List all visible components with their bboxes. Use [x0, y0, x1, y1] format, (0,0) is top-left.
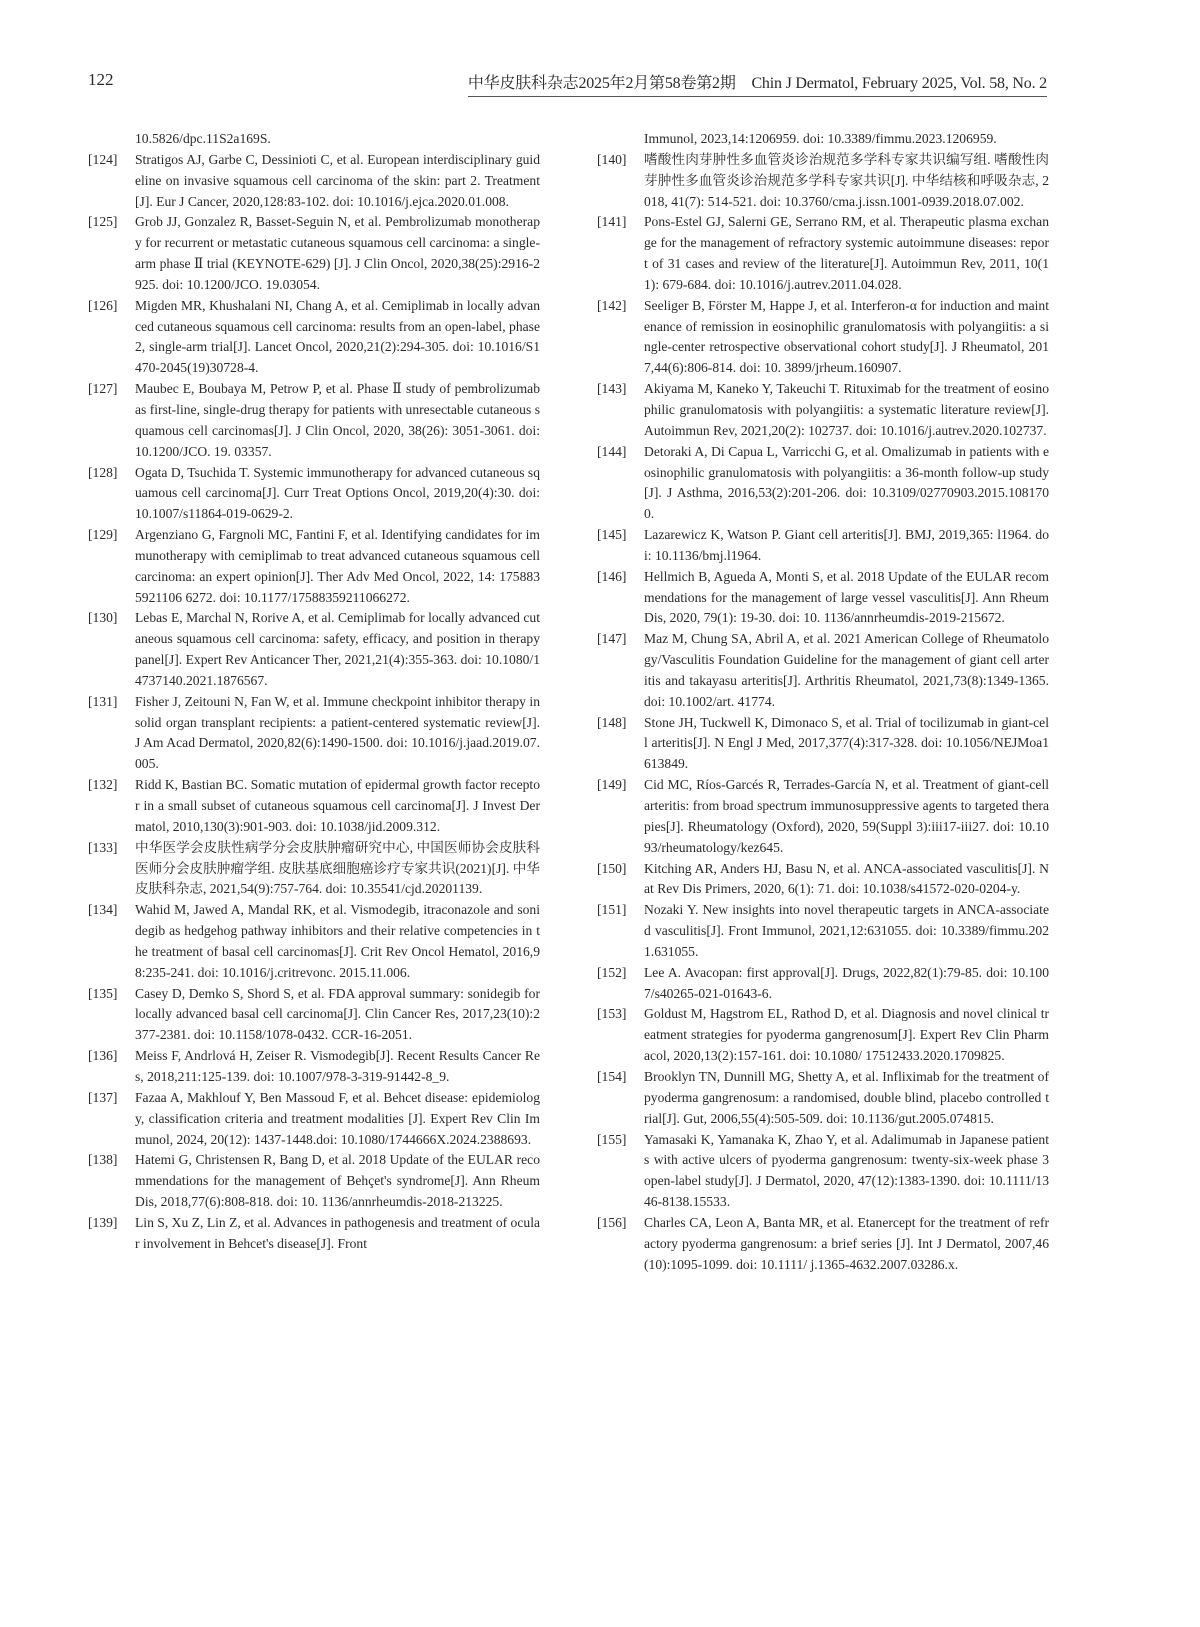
reference-text: Fisher J, Zeitouni N, Fan W, et al. Immune checkpoint inhibitor therapy in solid organ transplant recipients: a patient-centered systematic review[J]. J Am Acad Dermatol, 2020,82(6):1490-1500. doi: 10.1016/j.jaad.2019.07.005.	[135, 693, 540, 772]
reference-number: [124]	[88, 151, 118, 167]
reference-text: Fazaa A, Makhlouf Y, Ben Massoud F, et al. Behcet disease: epidemiology, classification criteria and treatment modalities [J]. Expert Rev Clin Immunol, 2024, 20(12): 1437-1448.doi: 10.1080/1744666X.2024.2388693.	[135, 1089, 540, 1147]
reference-item	[597, 1130, 1049, 1213]
reference-number: [142]	[597, 297, 627, 313]
running-header: 中华皮肤科杂志2025年2月第58卷第2期 Chin J Dermatol, February 2025, Vol. 58, No. 2	[468, 70, 1047, 97]
reference-text: Grob JJ, Gonzalez R, Basset-Seguin N, et al. Pembrolizumab monotherapy for recurrent or metastatic cutaneous squamous cell carcinoma: a single-arm phase Ⅱ trial (KEYNOTE-629) [J]. J Clin Oncol, 2020,38(25):2916-2925. doi: 10.1200/JCO. 19.03054.	[135, 214, 540, 292]
reference-number: [143]	[597, 381, 627, 397]
reference-item	[88, 608, 540, 691]
reference-number: [138]	[88, 1152, 118, 1168]
reference-text: Yamasaki K, Yamanaka K, Zhao Y, et al. Adalimumab in Japanese patients with active ulcers of pyoderma gangrenosum: twenty-six-week phase 3 open-label study[J]. J Dermatol, 2020, 47(12):1383-1390. doi: 10.1111/1346-8138.15533.	[644, 1131, 1049, 1210]
reference-item	[88, 379, 540, 462]
reference-item	[597, 1004, 1049, 1067]
reference-text: Lin S, Xu Z, Lin Z, et al. Advances in pathogenesis and treatment of ocular involvement in Behcet's disease[J]. Front	[135, 1214, 540, 1251]
reference-number: [127]	[88, 381, 118, 397]
reference-item	[88, 212, 540, 295]
reference-number: [150]	[597, 860, 627, 876]
reference-item	[597, 1213, 1049, 1276]
reference-number: [148]	[597, 714, 627, 730]
reference-item	[88, 775, 540, 838]
reference-item	[88, 692, 540, 775]
reference-number: [136]	[88, 1048, 118, 1064]
reference-item	[597, 212, 1049, 295]
reference-item	[597, 963, 1049, 1005]
reference-text: Akiyama M, Kaneko Y, Takeuchi T. Rituximab for the treatment of eosinophilic granulomatosis with polyangiitis: a systematic literature review[J]. Autoimmun Rev, 2021,20(2): 102737. doi: 10.1016/j.autrev.2020.102737.	[644, 381, 1049, 438]
reference-text: Brooklyn TN, Dunnill MG, Shetty A, et al. Infliximab for the treatment of pyoderma gangrenosum: a randomised, double blind, placebo controlled trial[J]. Gut, 2006,55(4):505-509. doi: 10.1136/gut.2005.074815.	[644, 1068, 1049, 1126]
reference-item	[597, 859, 1049, 901]
reference-number: [154]	[597, 1068, 627, 1084]
reference-number: [155]	[597, 1131, 627, 1147]
reference-item	[88, 296, 540, 379]
reference-item	[597, 525, 1049, 567]
reference-number: [137]	[88, 1089, 118, 1105]
reference-item	[88, 150, 540, 213]
reference-text: Lebas E, Marchal N, Rorive A, et al. Cemiplimab for locally advanced cutaneous squamous cell carcinoma: safety, efficacy, and position in therapy panel[J]. Expert Rev Anticancer Ther, 2021,21(4):355-363. doi: 10.1080/14737140.2021.1876567.	[135, 610, 540, 688]
reference-number: [133]	[88, 839, 118, 855]
reference-item	[88, 984, 540, 1047]
reference-text: 嗜酸性肉芽肿性多血管炎诊治规范多学科专家共识编写组. 嗜酸性肉芽肿性多血管炎诊治规范多学科专家共识[J]. 中华结核和呼吸杂志, 2018, 41(7): 514-521. doi: 10.3760/cma.j.issn.1001-0939.2018.07.002.	[644, 151, 1049, 209]
reference-text: Wahid M, Jawed A, Mandal RK, et al. Vismodegib, itraconazole and sonidegib as hedgehog pathway inhibitors and their relative competencies in the treatment of basal cell carcinomas[J]. Crit Rev Oncol Hematol, 2016,98:235-241. doi: 10.1016/j.critrevonc. 2015.11.006.	[135, 902, 540, 980]
reference-number: [132]	[88, 777, 118, 793]
reference-number: [151]	[597, 902, 627, 918]
reference-item	[88, 1213, 540, 1255]
reference-number: [126]	[88, 297, 118, 313]
reference-number: [146]	[597, 568, 627, 584]
reference-number: [153]	[597, 1006, 627, 1022]
reference-text: Maz M, Chung SA, Abril A, et al. 2021 American College of Rheumatology/Vasculitis Foundation Guideline for the management of giant cell arteritis and takayasu arteritis[J]. Arthritis Rheumatol, 2021,73(8):1349-1365. doi: 10.1002/art. 41774.	[644, 631, 1049, 709]
reference-number: [131]	[88, 693, 118, 709]
page-number: 122	[88, 70, 114, 89]
reference-item	[88, 1046, 540, 1088]
reference-text: Maubec E, Boubaya M, Petrow P, et al. Phase Ⅱ study of pembrolizumab as first-line, single-drug therapy for patients with unresectable cutaneous squamous cell carcinomas[J]. J Clin Oncol, 2020, 38(26): 3051-3061. doi: 10.1200/JCO. 19. 03357.	[135, 381, 540, 459]
reference-item	[597, 296, 1049, 379]
reference-item	[88, 900, 540, 983]
reference-text: Charles CA, Leon A, Banta MR, et al. Etanercept for the treatment of refractory pyoderma gangrenosum: a brief series [J]. Int J Dermatol, 2007,46(10):1095-1099. doi: 10.1111/ j.1365-4632.2007.03286.x.	[644, 1214, 1049, 1272]
reference-item	[88, 1150, 540, 1213]
reference-text: Detoraki A, Di Capua L, Varricchi G, et al. Omalizumab in patients with eosinophilic granulomatosis with polyangiitis: a 36-month follow-up study[J]. J Asthma, 2016,53(2):201-206. doi: 10.3109/02770903.2015.1081700.	[644, 443, 1049, 522]
reference-number: [152]	[597, 964, 627, 980]
reference-text: Goldust M, Hagstrom EL, Rathod D, et al. Diagnosis and novel clinical treatment strategies for pyoderma gangrenosum[J]. Expert Rev Clin Pharmacol, 2020,13(2):157-161. doi: 10.1080/ 17512433.2020.1709825.	[644, 1006, 1049, 1064]
reference-text: Nozaki Y. New insights into novel therapeutic targets in ANCA-associated vasculitis[J]. Front Immunol, 2021,12:631055. doi: 10.3389/fimmu.2021.631055.	[644, 902, 1049, 959]
reference-text: Stone JH, Tuckwell K, Dimonaco S, et al. Trial of tocilizumab in giant-cell arteritis[J]. N Engl J Med, 2017,377(4):317-328. doi: 10.1056/NEJMoa1613849.	[644, 714, 1049, 772]
reference-continuation: 10.5826/dpc.11S2a169S.	[135, 131, 271, 146]
reference-item	[597, 150, 1049, 213]
reference-number: [144]	[597, 443, 627, 459]
reference-number: [134]	[88, 902, 118, 918]
reference-text: Seeliger B, Förster M, Happe J, et al. Interferon-α for induction and maintenance of remission in eosinophilic granulomatosis with polyangiitis: a single-center retrospective observational cohort study[J]. J Rheumatol, 2017,44(6):806-814. doi: 10. 3899/jrheum.160907.	[644, 297, 1049, 376]
references-left-column	[88, 129, 540, 1255]
reference-item	[597, 442, 1049, 525]
reference-text: Meiss F, Andrlová H, Zeiser R. Vismodegib[J]. Recent Results Cancer Res, 2018,211:125-139. doi: 10.1007/978-3-319-91442-8_9.	[135, 1048, 540, 1084]
reference-text: Hellmich B, Agueda A, Monti S, et al. 2018 Update of the EULAR recommendations for the management of large vessel vasculitis[J]. Ann Rheum Dis, 2020, 79(1): 19-30. doi: 10. 1136/annrheumdis-2019-215672.	[644, 568, 1049, 626]
reference-item	[88, 1088, 540, 1151]
reference-text: Pons-Estel GJ, Salerni GE, Serrano RM, et al. Therapeutic plasma exchange for the management of refractory systemic autoimmune diseases: report of 31 cases and review of the literature[J]. Autoimmun Rev, 2011, 10(11): 679-684. doi: 10.1016/j.autrev.2011.04.028.	[644, 214, 1049, 292]
reference-text: Hatemi G, Christensen R, Bang D, et al. 2018 Update of the EULAR recommendations for the management of Behçet's syndrome[J]. Ann Rheum Dis, 2018,77(6):808-818. doi: 10. 1136/annrheumdis-2018-213225.	[135, 1152, 540, 1210]
reference-continuation: Immunol, 2023,14:1206959. doi: 10.3389/fimmu.2023.1206959.	[644, 131, 997, 146]
reference-item	[88, 525, 540, 608]
reference-text: Casey D, Demko S, Shord S, et al. FDA approval summary: sonidegib for locally advanced basal cell carcinoma[J]. Clin Cancer Res, 2017,23(10):2377-2381. doi: 10.1158/1078-0432. CCR-16-2051.	[135, 985, 540, 1043]
reference-item	[597, 713, 1049, 776]
reference-number: [128]	[88, 464, 118, 480]
reference-item	[597, 900, 1049, 963]
reference-text: Cid MC, Ríos-Garcés R, Terrades-García N, et al. Treatment of giant-cell arteritis: from broad spectrum immunosuppressive agents to targeted therapies[J]. Rheumatology (Oxford), 2020, 59(Suppl 3):iii17-iii27. doi: 10.1093/rheumatology/kez645.	[644, 777, 1049, 855]
reference-item	[597, 1067, 1049, 1130]
reference-text: Lee A. Avacopan: first approval[J]. Drugs, 2022,82(1):79-85. doi: 10.1007/s40265-021-01643-6.	[644, 964, 1049, 1001]
reference-item	[88, 838, 540, 901]
reference-text: Migden MR, Khushalani NI, Chang A, et al. Cemiplimab in locally advanced cutaneous squamous cell carcinoma: results from an open-label, phase 2, single-arm trial[J]. Lancet Oncol, 2020,21(2):294-305. doi: 10.1016/S1470-2045(19)30728-4.	[135, 297, 540, 376]
reference-number: [141]	[597, 214, 627, 230]
reference-item	[88, 463, 540, 526]
reference-number: [145]	[597, 527, 627, 543]
reference-number: [147]	[597, 631, 627, 647]
reference-item	[597, 379, 1049, 442]
reference-number: [130]	[88, 610, 118, 626]
references-right-column	[597, 129, 1049, 1275]
reference-item	[597, 567, 1049, 630]
reference-number: [139]	[88, 1214, 118, 1230]
reference-number: [156]	[597, 1214, 627, 1230]
reference-item	[597, 775, 1049, 858]
reference-text: Argenziano G, Fargnoli MC, Fantini F, et al. Identifying candidates for immunotherapy with cemiplimab to treat advanced cutaneous squamous cell carcinoma: an expert opinion[J]. Ther Adv Med Oncol, 2022, 14: 1758835921106 6272. doi: 10.1177/17588359211066272.	[135, 527, 540, 605]
reference-text: Stratigos AJ, Garbe C, Dessinioti C, et al. European interdisciplinary guideline on invasive squamous cell carcinoma of the skin: part 2. Treatment[J]. Eur J Cancer, 2020,128:83-102. doi: 10.1016/j.ejca.2020.01.008.	[135, 151, 540, 209]
reference-text: Lazarewicz K, Watson P. Giant cell arteritis[J]. BMJ, 2019,365: l1964. doi: 10.1136/bmj.l1964.	[644, 527, 1049, 563]
reference-text: Ridd K, Bastian BC. Somatic mutation of epidermal growth factor receptor in a small subset of cutaneous squamous cell carcinoma[J]. J Invest Dermatol, 2010,130(3):901-903. doi: 10.1038/jid.2009.312.	[135, 777, 540, 834]
reference-number: [135]	[88, 985, 118, 1001]
reference-number: [125]	[88, 214, 118, 230]
reference-number: [129]	[88, 527, 118, 543]
reference-number: [149]	[597, 777, 627, 793]
reference-text: 中华医学会皮肤性病学分会皮肤肿瘤研究中心, 中国医师协会皮肤科医师分会皮肤肿瘤学组. 皮肤基底细胞癌诊疗专家共识(2021)[J]. 中华皮肤科杂志, 2021,54(9):757-764. doi: 10.35541/cjd.20201139.	[135, 839, 540, 897]
reference-number: [140]	[597, 151, 627, 167]
reference-text: Ogata D, Tsuchida T. Systemic immunotherapy for advanced cutaneous squamous cell carcinoma[J]. Curr Treat Options Oncol, 2019,20(4):30. doi: 10.1007/s11864-019-0629-2.	[135, 464, 540, 522]
reference-text: Kitching AR, Anders HJ, Basu N, et al. ANCA-associated vasculitis[J]. Nat Rev Dis Primers, 2020, 6(1): 71. doi: 10.1038/s41572-020-0204-y.	[644, 860, 1049, 897]
reference-item	[597, 629, 1049, 712]
